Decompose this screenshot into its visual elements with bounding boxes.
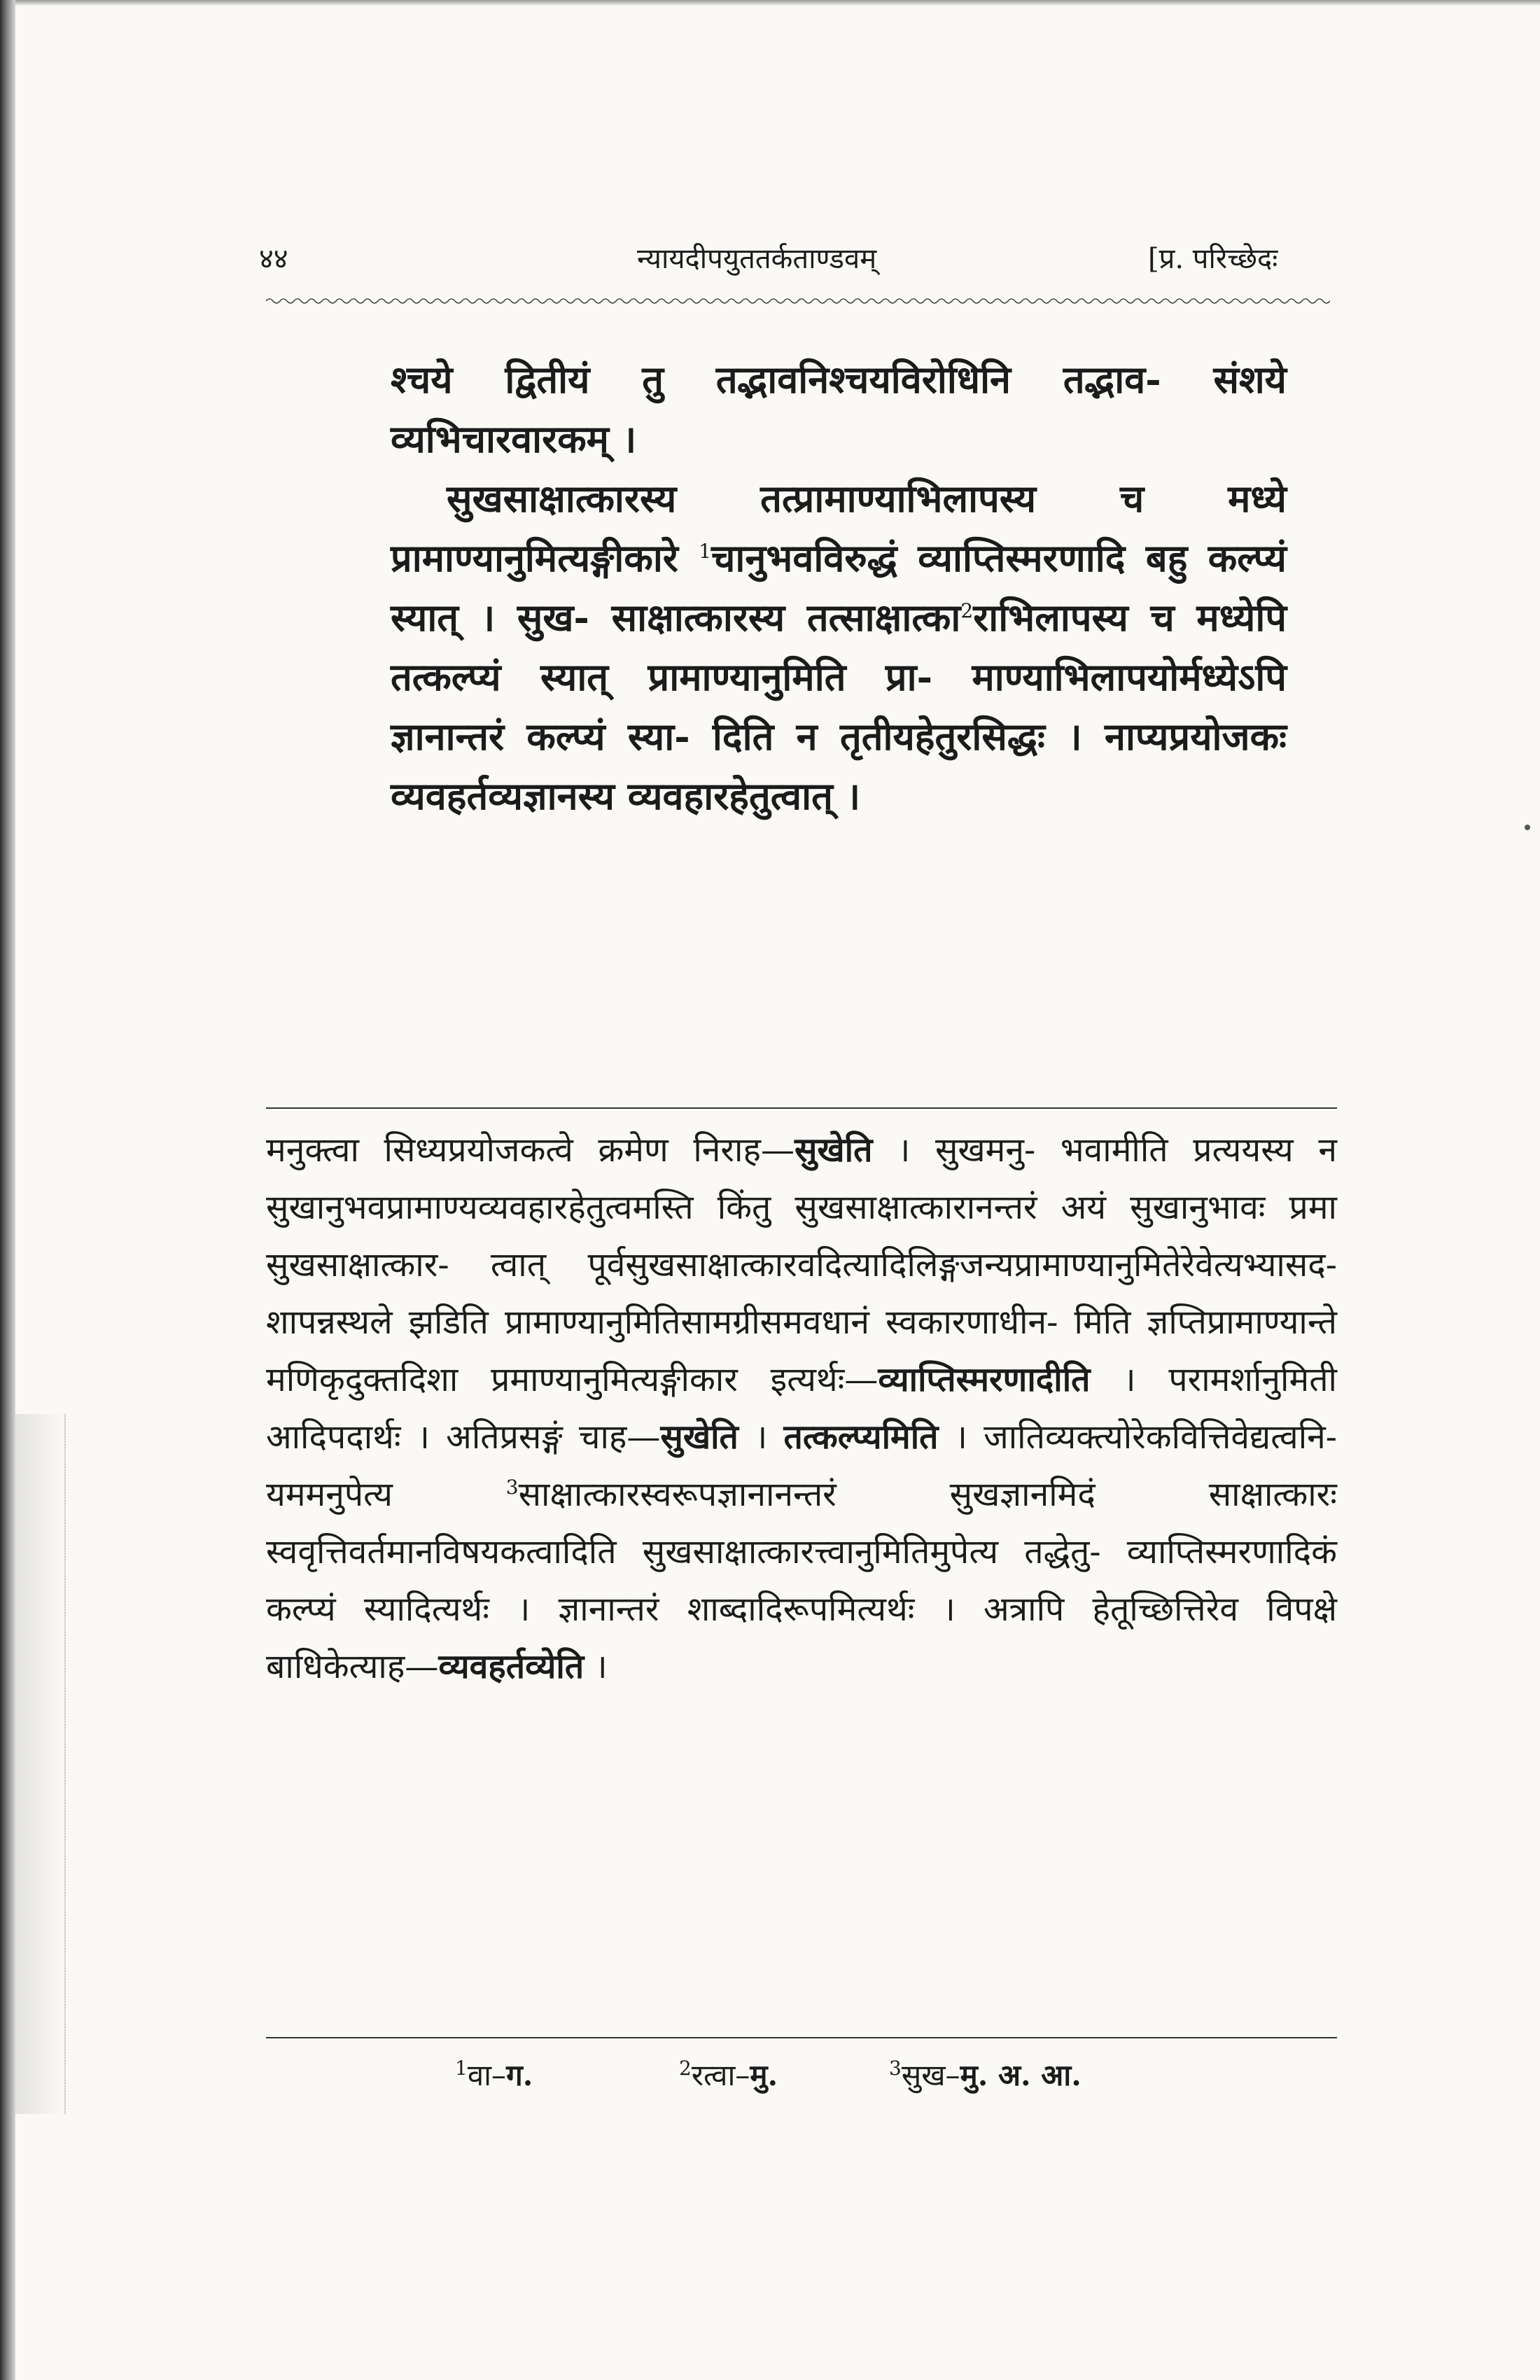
footnote-divider: [266, 2037, 1337, 2038]
commentary-block: [266, 1121, 1337, 1695]
ink-speck: [1525, 825, 1530, 830]
footnote-marker-2[interactable]: 2: [960, 599, 974, 622]
book-title: न्यायदीपयुततर्कताण्डवम्: [637, 243, 877, 275]
main-paragraph-2-part-a: सुखसाक्षात्कारस्य तत्प्रामाण्याभिलापस्य च मध्ये प्रामाण्यानुमित्यङ्गीकारे: [391, 476, 1287, 580]
footnote-1-text: वा–: [467, 2058, 507, 2092]
commentary-text-1: मनुक्त्वा सिध्यप्रयोजकत्वे क्रमेण निराह—: [266, 1130, 794, 1170]
footnote-3-text: सुख–: [901, 2058, 960, 2092]
footnote-1: [455, 2054, 533, 2094]
footnote-2-marker: 2: [679, 2057, 692, 2080]
lemma-sukheti-2: सुखेति: [660, 1418, 738, 1457]
commentary-text-7: ।: [584, 1647, 608, 1686]
running-header: [259, 231, 1323, 280]
lemma-tatkalpyamiti: तत्कल्प्यमिति: [783, 1418, 939, 1457]
lemma-sukheti: सुखेति: [794, 1130, 873, 1170]
main-paragraph-2-part-c: राभिलापस्य च मध्येपि तत्कल्प्यं स्यात् प्रामाण्यानुमिति प्रा- माण्याभिलापयोर्मध्येऽपि ज्ञानान्तरं कल्प्यं स्या- दिति न तृतीयहेतुरसिद्धः । नाप्यप्रयोजकः व्यवहर्तव्यज्ञानस्य व्यवहारहेतुत्वात् ।: [391, 595, 1287, 818]
commentary-divider: [266, 1107, 1337, 1109]
footnote-3: [889, 2054, 1082, 2094]
commentary-text-5: । जातिव्यक्त्योरेकवित्तिवेद्यत्वनि- यममनुपेत्य: [266, 1418, 1337, 1514]
page-number: ४४: [259, 243, 288, 275]
footnote-marker-3[interactable]: 3: [505, 1476, 519, 1499]
commentary-text-3: । परामर्शानुमिती आदिपदार्थः । अतिप्रसङ्गं चाह—: [266, 1360, 1337, 1457]
footnote-2-source: मु.: [750, 2058, 778, 2092]
header-wavy-rule: [266, 295, 1330, 307]
footnote-3-source: मु. अ. आ.: [960, 2058, 1082, 2092]
section-label: [प्र. परिच्छेदः: [1148, 243, 1278, 275]
main-paragraph-2-part-b: चानुभवविरुद्धं व्याप्तिस्मरणादि बहु कल्प्यं स्यात् । सुख- साक्षात्कारस्य तत्साक्षात्का: [391, 536, 1287, 640]
footnote-2-text: रत्वा–: [691, 2058, 750, 2092]
commentary-text-4: ।: [738, 1418, 784, 1457]
main-text-block: [391, 350, 1287, 826]
page-top-edge: [0, 0, 1540, 6]
page-binding-edge: [0, 0, 15, 2380]
main-paragraph-2: [391, 469, 1287, 826]
commentary-text-2: । सुखमनु- भवामीति प्रत्ययस्य न सुखानुभवप्रामाण्यव्यवहारहेतुत्वमस्ति किंतु सुखसाक्षात्कारानन्तरं अयं सुखानुभावः प्रमा सुखसाक्षात्कार- त्वात् पूर्वसुखसाक्षात्कारवदित्यादिलिङ्गजन्यप्रामाण्यानुमितेरेवेत्यभ्यासद- शापन्नस्थले झडिति प्रामाण्यानुमितिसामग्रीसमवधानं स्वकारणाधीन- मिति ज्ञप्तिप्रामाण्यान्ते मणिकृदुक्तदिशा प्रमाण्यानुमित्यङ्गीकार इत्यर्थः—: [266, 1130, 1337, 1399]
footnote-marker-1[interactable]: 1: [699, 540, 712, 563]
lemma-vyavahartavyeti: व्यवहर्तव्येति: [438, 1647, 584, 1686]
commentary-text-6: साक्षात्कारस्वरूपज्ञानानन्तरं सुखज्ञानमिदं साक्षात्कारः स्ववृत्तिवर्तमानविषयकत्वादिति सुखसाक्षात्कारत्त्वानुमितिमुपेत्य तद्धेतु- व्याप्तिस्मरणादिकं कल्प्यं स्यादित्यर्थः । ज्ञानान्तरं शाब्दादिरूपमित्यर्थः । अत्रापि हेतूच्छित्तिरेव विपक्षे बाधिकेत्याह—: [266, 1475, 1338, 1686]
footnote-1-source: ग.: [506, 2058, 533, 2092]
footnote-1-marker: 1: [455, 2057, 468, 2080]
torn-margin: [15, 1414, 66, 2114]
footnote-3-marker: 3: [889, 2057, 902, 2080]
lemma-vyaptismaranaditi: व्याप्तिस्मरणादीति: [878, 1360, 1091, 1399]
footnotes: [455, 2054, 1295, 2104]
main-paragraph-1: श्चये द्वितीयं तु तद्भावनिश्चयविरोधिनि तद्भाव- संशये व्यभिचारवारकम् ।: [391, 357, 1287, 461]
footnote-2: [679, 2054, 778, 2094]
